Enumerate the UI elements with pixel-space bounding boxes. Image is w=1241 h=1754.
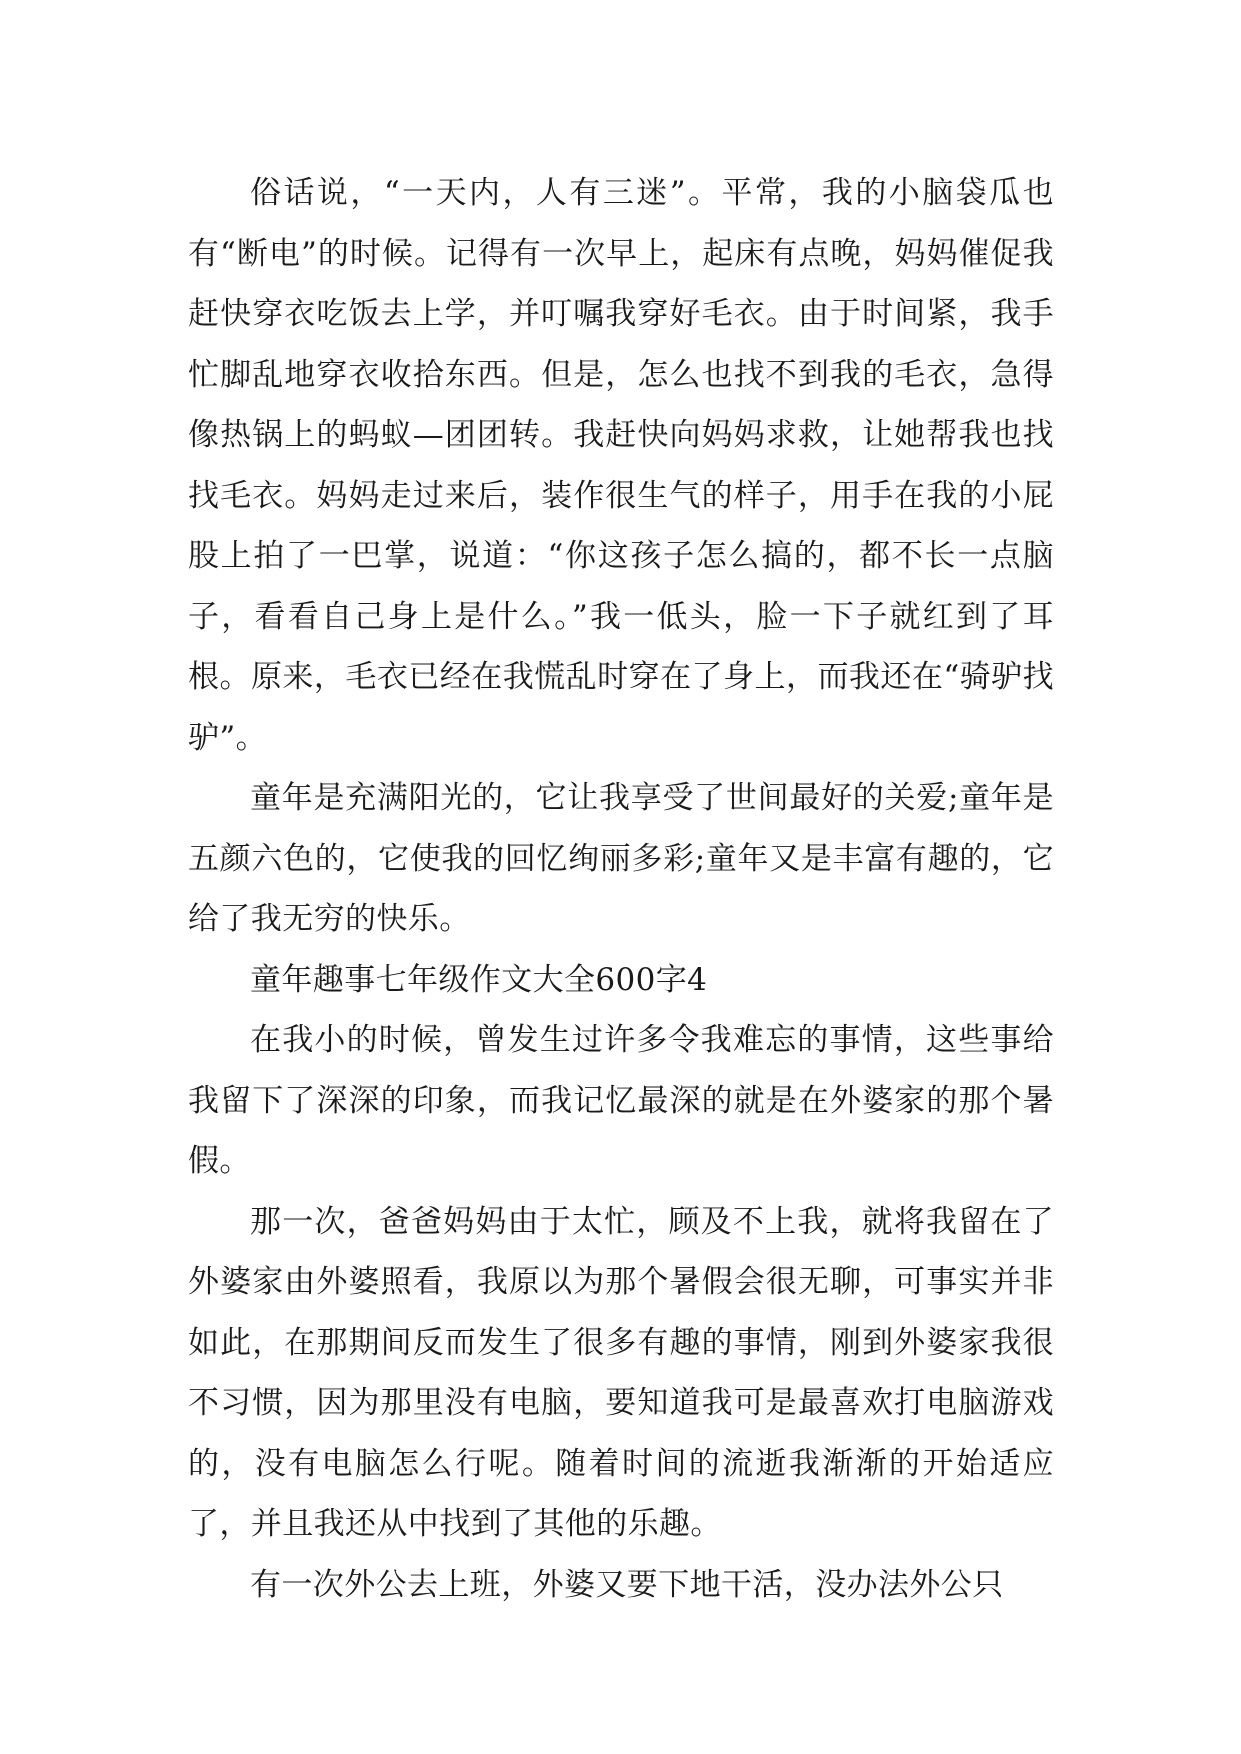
document-body: [188, 163, 1054, 1615]
paragraph-grandma-summer-intro: 在我小的时候，曾发生过许多令我难忘的事情，这些事给我留下了深深的印象，而我记忆最深的就是在外婆家的那个暑假。: [188, 1022, 1054, 1179]
paragraph-sweater-story: 俗话说，“一天内，人有三迷”。平常，我的小脑袋瓜也有“断电”的时候。记得有一次早上，起床有点晚，妈妈催促我赶快穿衣吃饭去上学，并叮嘱我穿好毛衣。由于时间紧，我手忙脚乱地穿衣收拾东西。但是，怎么也找不到我的毛衣，急得像热锅上的蚂蚁—团团转。我赶快向妈妈求救，让她帮我也找找毛衣。妈妈走过来后，装作很生气的样子，用手在我的小屁股上拍了一巴掌，说道：“你这孩子怎么搞的，都不长一点脑子，看看自己身上是什么。”我一低头，脸一下子就红到了耳根。原来，毛衣已经在我慌乱时穿在了身上，而我还在“骑驴找驴”。: [188, 175, 1054, 756]
paragraph-grandma-house: 那一次，爸爸妈妈由于太忙，顾及不上我，就将我留在了外婆家由外婆照看，我原以为那个暑假会很无聊，可事实并非如此，在那期间反而发生了很多有趣的事情，刚到外婆家我很不习惯，因为那里没有电脑，要知道我可是最喜欢打电脑游戏的，没有电脑怎么行呢。随着时间的流逝我渐渐的开始适应了，并且我还从中找到了其他的乐趣。: [188, 1203, 1054, 1542]
paragraph-grandpa-work: 有一次外公去上班，外婆又要下地干活，没办法外公只: [250, 1566, 1004, 1603]
paragraph-childhood-summary: 童年是充满阳光的，它让我享受了世间最好的关爱;童年是五颜六色的，它使我的回忆绚丽多彩;童年又是丰富有趣的，它给了我无穷的快乐。: [188, 780, 1054, 937]
section-title: 童年趣事七年级作文大全600字4: [250, 961, 708, 998]
